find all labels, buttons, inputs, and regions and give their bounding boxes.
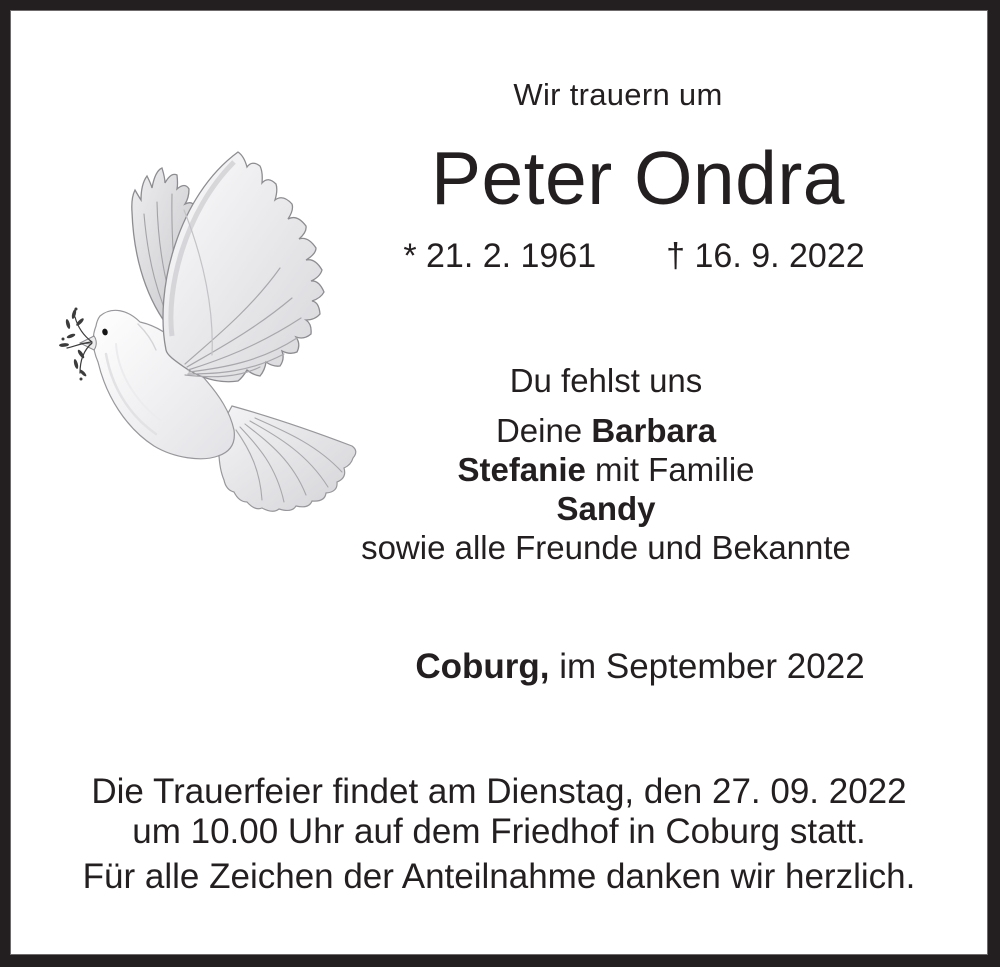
death-date: † 16. 9. 2022	[666, 237, 865, 275]
birth-date: * 21. 2. 1961	[403, 237, 597, 275]
life-dates	[334, 239, 934, 273]
mourner-name-barbara: Barbara	[591, 412, 717, 449]
mourner-name-sandy: Sandy	[556, 490, 656, 527]
farewell-line: Du fehlst uns	[509, 362, 703, 399]
thanks-line: Für alle Zeichen der Anteilnahme danken wir herzlich.	[82, 857, 916, 896]
mourner-line-3	[306, 489, 906, 528]
mourner-line-4: sowie alle Freunde und Bekannte	[361, 529, 851, 566]
place-date: im September 2022	[549, 647, 865, 686]
funeral-info-line-1: Die Trauerfeier findet am Dienstag, den 27. 09. 2022	[91, 772, 907, 811]
place-date-line	[340, 649, 940, 684]
mourners-block	[306, 411, 906, 567]
place-name: Coburg,	[415, 647, 550, 686]
mourner-line-2-suffix: mit Familie	[585, 451, 755, 488]
mourner-line-1-prefix: Deine	[495, 412, 592, 449]
mourner-name-stefanie: Stefanie	[457, 451, 586, 488]
deceased-name: Peter Ondra	[430, 136, 846, 220]
opening-line: Wir trauern um	[513, 77, 723, 112]
mourner-line-2	[306, 450, 906, 489]
mourner-line-1	[306, 411, 906, 450]
funeral-info-block	[10, 772, 988, 852]
funeral-info-line-2: um 10.00 Uhr auf dem Friedhof in Coburg statt.	[132, 812, 866, 851]
